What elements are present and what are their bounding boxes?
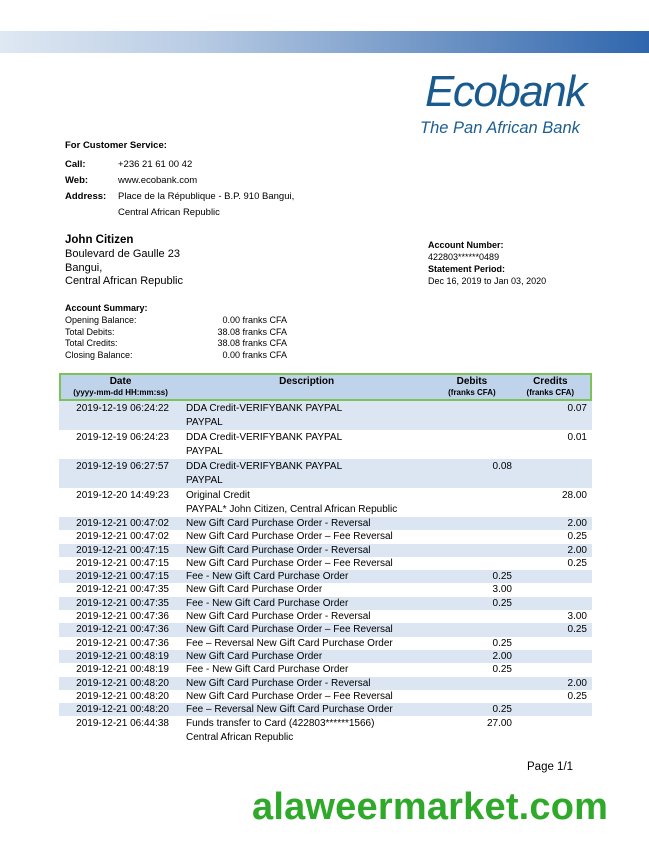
description-line-1: DDA Credit-VERIFYBANK PAYPAL [186,403,343,414]
description-line-2: PAYPAL* John Citizen, Central African Republic [186,503,398,515]
cell-credit [512,650,592,663]
table-row [59,488,592,517]
address-line-2: Central African Republic [118,207,220,218]
cell-description [179,583,434,596]
call-label: Call: [65,159,86,170]
cell-credit: 3.00 [567,611,587,623]
table-row [59,597,592,610]
cell-description [179,663,434,676]
statement-period-value: Dec 16, 2019 to Jan 03, 2020 [428,276,547,286]
cell-credit: 28.00 [561,490,587,501]
address-line-1: Place de la République - B.P. 910 Bangui, [118,191,295,202]
summary-row-opening [65,315,287,327]
table-row [59,716,592,745]
table-row [59,650,592,663]
header-debits-label: Debits [456,376,488,387]
cell-debit: 27.00 [486,718,512,730]
summary-label: Total Credits: [65,338,118,349]
table-row [59,544,592,557]
description-line-1: New Gift Card Purchase Order – Fee Reversal [186,531,393,543]
description-line-1: New Gift Card Purchase Order – Fee Reversal [186,624,393,636]
summary-row-closing [65,350,287,362]
description-line-1: Fee – Reversal New Gift Card Purchase Order [186,637,393,649]
cell-debit [434,489,512,516]
header-debits [433,375,510,399]
description-line-1: Fee - New Gift Card Purchase Order [186,571,349,583]
header-description [180,375,433,399]
cell-credit [512,570,592,583]
cell-debit: 0.25 [492,704,512,716]
cell-debit [434,530,512,543]
description-line-2: PAYPAL [186,474,223,486]
header-credits-label: Credits [533,376,568,387]
table-row [59,623,592,636]
cell-debit: 0.25 [492,664,512,676]
address-label: Address: [65,191,107,202]
account-number-value: 422803******0489 [428,252,500,262]
cell-description [179,690,434,703]
table-row [59,401,592,430]
cell-date: 2019-12-21 00:47:15 [76,557,169,569]
cell-debit: 0.08 [492,461,512,472]
cell-credit: 2.00 [567,518,587,529]
cell-description [179,489,434,516]
cell-date: 2019-12-21 00:48:20 [76,690,169,702]
cell-debit [434,677,512,690]
customer-service-block [65,139,378,221]
table-body [59,401,592,745]
statement-period-label: Statement Period: [428,264,506,274]
logo-wordmark: Ecobank [425,67,586,116]
summary-value: 0.00 franks CFA [222,314,287,325]
cell-debit: 3.00 [492,584,512,596]
cell-date: 2019-12-21 06:44:38 [76,718,169,730]
cell-description [179,597,434,610]
header-credits [511,375,590,399]
cell-description [179,557,434,570]
cell-date: 2019-12-21 00:47:35 [76,584,169,596]
cell-credit: 2.00 [567,544,587,556]
description-line-1: Fee - New Gift Card Purchase Order [186,597,349,609]
cell-credit: 0.25 [567,531,587,543]
cell-credit [512,597,592,610]
summary-value: 38.08 franks CFA [217,338,287,349]
description-line-1: New Gift Card Purchase Order - Reversal [186,518,371,529]
cell-date: 2019-12-21 00:47:36 [76,624,169,636]
description-line-1: New Gift Card Purchase Order [186,584,323,596]
cell-date: 2019-12-21 00:47:15 [76,544,169,556]
description-line-1: New Gift Card Purchase Order – Fee Reversal [186,557,393,569]
header-description-label: Description [279,376,335,387]
cell-credit [512,583,592,596]
summary-label: Closing Balance: [65,350,133,361]
cell-description [179,623,434,636]
customer-name: John Citizen [65,234,134,246]
cell-credit: 0.07 [567,403,587,414]
cell-description [179,517,434,530]
description-line-1: New Gift Card Purchase Order - Reversal [186,544,371,556]
web-label: Web: [65,175,89,186]
header-date [61,375,180,399]
table-row [59,703,592,716]
cell-date: 2019-12-21 00:48:19 [76,650,169,662]
summary-row-debits [65,327,287,339]
cell-date: 2019-12-20 14:49:23 [76,490,169,501]
description-line-2: Central African Republic [186,731,294,743]
cell-debit: 0.25 [492,571,512,583]
cell-description [179,544,434,557]
description-line-1: Original Credit [186,490,250,501]
cell-credit [512,717,592,744]
cell-debit: 0.25 [492,637,512,649]
table-row [59,677,592,690]
cell-description [179,703,434,716]
cell-description [179,717,434,744]
cell-credit [512,663,592,676]
cell-date: 2019-12-21 00:47:02 [76,518,169,529]
description-line-1: Fee – Reversal New Gift Card Purchase Order [186,704,393,716]
cell-date: 2019-12-21 00:47:02 [76,531,169,543]
cell-description [179,530,434,543]
table-row [59,583,592,596]
description-line-1: Funds transfer to Card (422803******1566) [186,718,375,730]
cell-debit [434,431,512,458]
table-row [59,530,592,543]
cell-credit: 0.25 [567,624,587,636]
service-web-row [65,173,378,189]
description-line-2: PAYPAL [186,416,223,428]
logo-tagline: The Pan African Bank [420,119,580,137]
table-row [59,430,592,459]
address-value [118,189,378,221]
table-row [59,610,592,623]
header-credits-unit: (franks CFA) [526,388,575,397]
header-date-label: Date [109,376,132,387]
cell-credit: 0.25 [567,557,587,569]
table-row [59,663,592,676]
cell-debit [434,544,512,557]
customer-address-line-1: Boulevard de Gaulle 23 [65,248,180,260]
cell-debit: 0.25 [492,597,512,609]
table-row [59,690,592,703]
cell-description [179,402,434,429]
header-gradient-bar [0,31,649,53]
service-title: For Customer Service: [65,140,167,151]
cell-date: 2019-12-19 06:24:23 [76,432,169,443]
cell-date: 2019-12-21 00:48:19 [76,664,169,676]
description-line-1: New Gift Card Purchase Order – Fee Reversal [186,690,393,702]
cell-date: 2019-12-19 06:27:57 [76,461,169,472]
cell-date: 2019-12-21 00:47:35 [76,597,169,609]
table-row [59,459,592,488]
account-summary [65,303,287,362]
cell-credit: 0.01 [567,432,587,443]
table-row [59,637,592,650]
description-line-1: New Gift Card Purchase Order - Reversal [186,677,371,689]
service-call-row [65,157,378,173]
summary-label: Opening Balance: [65,314,137,325]
cell-credit: 0.25 [567,690,587,702]
description-line-2: PAYPAL [186,445,223,457]
cell-date: 2019-12-21 00:48:20 [76,704,169,716]
cell-date: 2019-12-21 00:47:36 [76,611,169,623]
summary-value: 0.00 franks CFA [222,350,287,361]
cell-date: 2019-12-21 00:47:15 [76,571,169,583]
cell-description [179,677,434,690]
cell-debit: 2.00 [492,650,512,662]
cell-description [179,460,434,487]
customer-address-line-2: Bangui, [65,261,103,274]
cell-credit: 2.00 [567,677,587,689]
table-row [59,570,592,583]
table-row [59,557,592,570]
cell-description [179,431,434,458]
cell-credit [512,637,592,650]
cell-description [179,570,434,583]
cell-description [179,637,434,650]
cell-description [179,610,434,623]
watermark-text: alaweermarket.com [252,786,609,828]
cell-credit [512,703,592,716]
table-row [59,517,592,530]
table-header [59,373,592,401]
web-value: www.ecobank.com [118,175,198,186]
summary-label: Total Debits: [65,326,115,337]
cell-date: 2019-12-21 00:47:36 [76,637,169,649]
cell-date: 2019-12-19 06:24:22 [76,403,169,414]
description-line-1: New Gift Card Purchase Order [186,650,323,662]
cell-credit [512,460,592,487]
header-debits-unit: (franks CFA) [448,388,496,397]
description-line-1: Fee - New Gift Card Purchase Order [186,664,349,676]
cell-date: 2019-12-21 00:48:20 [76,677,169,689]
cell-description [179,650,434,663]
page-number: Page 1/1 [527,761,574,773]
cell-debit [434,623,512,636]
customer-address-line-3: Central African Republic [65,275,184,287]
account-number-label: Account Number: [428,240,504,250]
description-line-1: DDA Credit-VERIFYBANK PAYPAL [186,461,343,472]
cell-debit [434,517,512,530]
customer-address-block [65,232,183,289]
description-line-1: DDA Credit-VERIFYBANK PAYPAL [186,432,343,443]
transactions-table [59,373,592,745]
header-date-format: (yyyy-mm-dd HH:mm:ss) [73,388,168,397]
service-address-row [65,189,378,221]
summary-title: Account Summary: [65,303,148,313]
cell-debit [434,690,512,703]
ecobank-logo [420,68,590,140]
description-line-1: New Gift Card Purchase Order - Reversal [186,611,371,623]
cell-debit [434,402,512,429]
account-info-block [428,239,546,287]
call-value: +236 21 61 00 42 [118,159,193,170]
cell-debit [434,610,512,623]
cell-debit [434,557,512,570]
summary-row-credits [65,338,287,350]
summary-value: 38.08 franks CFA [217,326,287,337]
